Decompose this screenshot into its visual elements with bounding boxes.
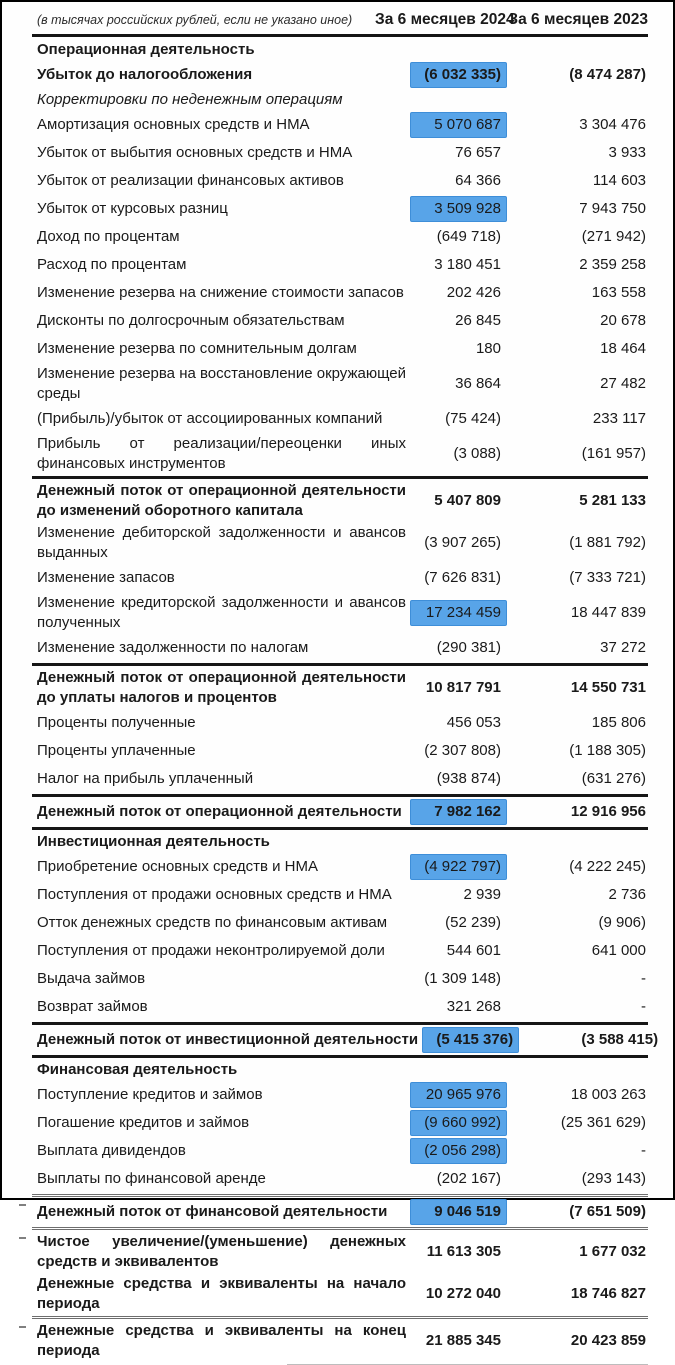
- value-2023: [507, 112, 648, 138]
- value-2024: [410, 1082, 507, 1108]
- header-divider: [32, 34, 648, 37]
- row-label: Изменение задолженности по налогам: [37, 639, 309, 656]
- value-2023-number: [507, 839, 648, 845]
- value-2024: [410, 140, 507, 166]
- value-2024-number: 2 939: [463, 886, 501, 903]
- value-2023: [507, 1067, 648, 1073]
- table-row: [2, 195, 673, 223]
- value-2024: [410, 224, 507, 250]
- value-2024: [410, 1328, 507, 1354]
- section-divider: [32, 1194, 648, 1197]
- table-row: [2, 61, 673, 89]
- row-label: Операционная деятельность: [37, 41, 255, 58]
- value-2023-number: (7 333 721): [569, 569, 646, 586]
- value-2024: [410, 112, 507, 138]
- table-row: [2, 363, 673, 405]
- table-row: [2, 798, 673, 826]
- table-row: [2, 709, 673, 737]
- row-label: Выдача займов: [37, 970, 146, 987]
- value-2024: [410, 406, 507, 432]
- value-2023-number: [507, 1067, 648, 1073]
- table-row: [2, 223, 673, 251]
- value-2023: [507, 530, 648, 556]
- value-2023: [507, 1082, 648, 1108]
- value-2024: [410, 488, 507, 514]
- section-divider: [32, 1316, 648, 1319]
- value-2023-number: 14 550 731: [570, 679, 646, 696]
- table-row: [2, 881, 673, 909]
- value-2024-number: 321 268: [446, 998, 501, 1015]
- value-2023: [507, 62, 648, 88]
- section-divider: [32, 1227, 648, 1230]
- value-2023-number: 27 482: [600, 375, 646, 392]
- value-2023: [507, 600, 648, 626]
- value-2024: [410, 854, 507, 880]
- table-row: [2, 831, 673, 853]
- value-2023: [507, 280, 648, 306]
- value-2024: [410, 738, 507, 764]
- value-2023-number: -: [641, 998, 646, 1015]
- table-row: [2, 937, 673, 965]
- section-divider: [32, 663, 648, 666]
- value-2023-number: (271 942): [581, 228, 646, 245]
- value-2024: [410, 910, 507, 936]
- value-2023-number: 163 558: [591, 284, 646, 301]
- value-2024-number: (1 309 148): [424, 970, 501, 987]
- value-2023-number: -: [641, 1142, 646, 1159]
- value-2023: [507, 1328, 648, 1354]
- row-label: Чистое увеличение/(уменьшение) денежных средств и эквивалентов: [37, 1233, 406, 1270]
- value-2023-number: (161 957): [581, 445, 646, 462]
- value-2024: [410, 62, 507, 88]
- table-row: [2, 1059, 673, 1081]
- value-2024-number: 11 613 305: [426, 1243, 501, 1260]
- value-2024: [410, 799, 507, 825]
- edit-tick-mark: [19, 1237, 26, 1239]
- value-2024: [410, 938, 507, 964]
- row-label: Изменение дебиторской задолженности и авансов выданных: [37, 524, 406, 561]
- value-2024: [410, 530, 507, 556]
- row-label: Убыток до налогообложения: [37, 66, 253, 83]
- value-2023: [507, 994, 648, 1020]
- value-2023-number: (1 188 305): [569, 742, 646, 759]
- value-2023-number: 18 464: [600, 340, 646, 357]
- value-2024: [410, 839, 507, 845]
- table-row: [2, 1137, 673, 1165]
- value-2023-number: 3 933: [608, 144, 646, 161]
- value-2023-number: 1 677 032: [579, 1243, 646, 1260]
- row-label: Денежный поток от инвестиционной деятельности: [37, 1031, 419, 1048]
- row-label: Денежные средства и эквиваленты на конец периода: [37, 1322, 406, 1359]
- edit-tick-mark: [19, 1326, 26, 1328]
- value-2024-number: (290 381): [436, 639, 501, 656]
- value-2023: [507, 140, 648, 166]
- value-2024-number: [410, 47, 507, 53]
- table-row: [2, 405, 673, 433]
- value-2023: [507, 839, 648, 845]
- table-row: [2, 307, 673, 335]
- value-2023-number: 5 281 133: [579, 492, 646, 509]
- value-2024-number: 202 426: [446, 284, 501, 301]
- table-row: [2, 1320, 673, 1362]
- value-2023-number: (9 906): [598, 914, 646, 931]
- value-2023: [507, 966, 648, 992]
- row-label: Изменение резерва на снижение стоимости запасов: [37, 284, 404, 301]
- value-2024: [410, 994, 507, 1020]
- value-2024-number: 36 864: [455, 375, 501, 392]
- row-label: (Прибыль)/убыток от ассоциированных компаний: [37, 410, 383, 427]
- value-2023-number: [507, 47, 648, 53]
- value-2023-number: [507, 97, 648, 103]
- value-2024: [410, 675, 507, 701]
- value-2023-number: 114 603: [592, 172, 646, 189]
- table-row: [2, 167, 673, 195]
- value-2024-number: 3 509 928: [410, 196, 507, 222]
- value-2024-number: (202 167): [436, 1170, 501, 1187]
- table-row: [2, 853, 673, 881]
- value-2023-number: 2 359 258: [579, 256, 646, 273]
- value-2024: [410, 1199, 507, 1225]
- value-2023-number: 37 272: [600, 639, 646, 656]
- value-2023-number: 12 916 956: [570, 803, 646, 820]
- value-2024-number: (7 626 831): [424, 569, 501, 586]
- row-label: Изменение резерва по сомнительным долгам: [37, 340, 357, 357]
- value-2024-number: 3 180 451: [434, 256, 501, 273]
- value-2024-number: (5 415 376): [422, 1027, 519, 1053]
- value-2023-number: (8 474 287): [569, 66, 646, 83]
- value-2024-number: 544 601: [446, 942, 501, 959]
- value-2023: [507, 766, 648, 792]
- row-label: Денежный поток от операционной деятельности до уплаты налогов и процентов: [37, 669, 406, 706]
- value-2023-number: 641 000: [591, 942, 646, 959]
- value-2024: [410, 308, 507, 334]
- value-2024-number: [410, 1067, 507, 1073]
- table-row: [2, 765, 673, 793]
- value-2024: [410, 565, 507, 591]
- table-row: [2, 909, 673, 937]
- table-row: [2, 993, 673, 1021]
- value-2024: [410, 441, 507, 467]
- value-2024-number: 9 046 519: [410, 1199, 507, 1225]
- table-row: [2, 1273, 673, 1315]
- value-2024: [410, 371, 507, 397]
- value-2024-number: 20 965 976: [410, 1082, 507, 1108]
- row-label: Амортизация основных средств и НМА: [37, 116, 310, 133]
- value-2023-number: 3 304 476: [579, 116, 646, 133]
- value-2024: [410, 1166, 507, 1192]
- value-2024-number: 17 234 459: [410, 600, 507, 626]
- value-2023-number: (4 222 245): [569, 858, 646, 875]
- row-label: Приобретение основных средств и НМА: [37, 858, 319, 875]
- row-label: Расход по процентам: [37, 256, 187, 273]
- row-label: Денежный поток от операционной деятельности до изменений оборотного капитала: [37, 482, 406, 519]
- value-2024-number: (9 660 992): [410, 1110, 507, 1136]
- value-2024-number: (4 922 797): [410, 854, 507, 880]
- row-label: Изменение кредиторской задолженности и авансов полученных: [37, 594, 406, 631]
- row-label: Выплаты по финансовой аренде: [37, 1170, 266, 1187]
- value-2023-number: (631 276): [581, 770, 646, 787]
- table-row: [2, 279, 673, 307]
- row-label: Выплата дивидендов: [37, 1142, 186, 1159]
- table-row: [2, 634, 673, 662]
- table-row: [2, 522, 673, 564]
- value-2023-number: (1 881 792): [569, 534, 646, 551]
- value-2024-number: (6 032 335): [410, 62, 507, 88]
- value-2023: [507, 635, 648, 661]
- table-row: [2, 1231, 673, 1273]
- table-header: [2, 9, 673, 34]
- value-2023-number: 18 746 827: [570, 1285, 646, 1302]
- value-2024-number: 5 407 809: [434, 492, 501, 509]
- value-2024-number: (938 874): [436, 770, 501, 787]
- row-label: Поступления от продажи неконтролируемой доли: [37, 942, 385, 959]
- value-2024: [410, 1281, 507, 1307]
- value-2024: [410, 280, 507, 306]
- value-2023: [507, 675, 648, 701]
- value-2024-number: (3 088): [453, 445, 501, 462]
- value-2024-number: 5 070 687: [410, 112, 507, 138]
- value-2024: [410, 710, 507, 736]
- value-2023-number: 18 003 263: [570, 1086, 646, 1103]
- section-divider: [32, 476, 648, 479]
- value-2024: [410, 196, 507, 222]
- value-2023: [507, 47, 648, 53]
- value-2023: [507, 738, 648, 764]
- value-2023: [519, 1027, 660, 1053]
- row-label: Денежный поток от финансовой деятельности: [37, 1203, 388, 1220]
- value-2024-number: [410, 839, 507, 845]
- value-2023: [507, 406, 648, 432]
- value-2024: [410, 1239, 507, 1265]
- section-divider: [32, 1022, 648, 1025]
- value-2024-number: 10 817 791: [425, 679, 501, 696]
- table-row: [2, 564, 673, 592]
- value-2023: [507, 224, 648, 250]
- value-2023: [507, 854, 648, 880]
- value-2024-number: (52 239): [445, 914, 501, 931]
- table-row: [2, 89, 673, 111]
- value-2024: [410, 168, 507, 194]
- value-2024: [410, 336, 507, 362]
- table-row: [2, 1026, 673, 1054]
- value-2023: [507, 97, 648, 103]
- row-label: Проценты полученные: [37, 714, 196, 731]
- value-2024-number: 10 272 040: [425, 1285, 501, 1302]
- value-2024-number: 26 845: [455, 312, 501, 329]
- row-label: Дисконты по долгосрочным обязательствам: [37, 312, 345, 329]
- row-label: Налог на прибыль уплаченный: [37, 770, 254, 787]
- value-2024: [422, 1027, 519, 1053]
- value-2024: [410, 1067, 507, 1073]
- value-2023: [507, 1138, 648, 1164]
- column-header-2023: За 6 месяцев 2023: [508, 11, 648, 28]
- value-2024-number: 456 053: [446, 714, 501, 731]
- table-row: [2, 139, 673, 167]
- value-2024-number: (3 907 265): [424, 534, 501, 551]
- value-2024-number: 7 982 162: [410, 799, 507, 825]
- value-2023: [507, 910, 648, 936]
- section-divider: [32, 827, 648, 830]
- value-2023: [507, 168, 648, 194]
- row-label: Финансовая деятельность: [37, 1061, 238, 1078]
- statement-table: [2, 39, 673, 1362]
- value-2023: [507, 565, 648, 591]
- value-2024: [410, 97, 507, 103]
- row-label: Убыток от курсовых разниц: [37, 200, 228, 217]
- table-row: [2, 1109, 673, 1137]
- value-2023: [507, 710, 648, 736]
- value-2023-number: 233 117: [592, 410, 646, 427]
- value-2024: [410, 252, 507, 278]
- edit-tick-mark: [19, 1204, 26, 1206]
- row-label: Отток денежных средств по финансовым активам: [37, 914, 388, 931]
- value-2023-number: 20 423 859: [570, 1332, 646, 1349]
- value-2023: [507, 938, 648, 964]
- table-row: [2, 433, 673, 475]
- value-2023: [507, 336, 648, 362]
- value-2024-number: (2 307 808): [424, 742, 501, 759]
- units-note: (в тысячах российских рублей, если не указано иное): [37, 13, 353, 27]
- row-label: Изменение резерва на восстановление окружающей среды: [37, 365, 406, 402]
- value-2023-number: 7 943 750: [579, 200, 646, 217]
- value-2024-number: 180: [475, 340, 501, 357]
- row-label: Прибыль от реализации/переоценки иных финансовых инструментов: [37, 435, 406, 472]
- value-2024: [410, 600, 507, 626]
- row-label: Доход по процентам: [37, 228, 180, 245]
- row-label: Денежные средства и эквиваленты на начало периода: [37, 1275, 406, 1312]
- table-row: [2, 39, 673, 61]
- value-2023: [507, 1110, 648, 1136]
- value-2024: [410, 766, 507, 792]
- value-2023: [507, 252, 648, 278]
- value-2023: [507, 1239, 648, 1265]
- value-2023: [507, 488, 648, 514]
- table-row: [2, 592, 673, 634]
- column-header-2024: За 6 месяцев 2024: [375, 11, 515, 28]
- value-2024: [410, 966, 507, 992]
- row-label: Корректировки по неденежным операциям: [37, 91, 343, 108]
- value-2023: [507, 1199, 648, 1225]
- value-2023: [507, 371, 648, 397]
- value-2023-number: (293 143): [581, 1170, 646, 1187]
- value-2024-number: 21 885 345: [425, 1332, 501, 1349]
- value-2023: [507, 882, 648, 908]
- table-row: [2, 965, 673, 993]
- value-2023-number: (25 361 629): [560, 1114, 646, 1131]
- value-2023-number: -: [641, 970, 646, 987]
- value-2024: [410, 882, 507, 908]
- row-label: Погашение кредитов и займов: [37, 1114, 250, 1131]
- table-row: [2, 335, 673, 363]
- value-2024: [410, 1110, 507, 1136]
- row-label: Проценты уплаченные: [37, 742, 196, 759]
- table-row: [2, 480, 673, 522]
- value-2023-number: (3 588 415): [581, 1031, 659, 1048]
- value-2024: [410, 47, 507, 53]
- value-2024-number: 64 366: [455, 172, 501, 189]
- value-2023: [507, 1281, 648, 1307]
- section-divider: [32, 1055, 648, 1058]
- section-divider: [32, 794, 648, 797]
- value-2023: [507, 196, 648, 222]
- row-label: Убыток от реализации финансовых активов: [37, 172, 344, 189]
- value-2023: [507, 441, 648, 467]
- value-2024-number: 76 657: [455, 144, 501, 161]
- table-row: [2, 1198, 673, 1226]
- row-label: Возврат займов: [37, 998, 148, 1015]
- row-label: Убыток от выбытия основных средств и НМА: [37, 144, 353, 161]
- value-2024-number: (75 424): [445, 410, 501, 427]
- value-2024-number: [410, 97, 507, 103]
- value-2023: [507, 799, 648, 825]
- value-2024-number: (649 718): [436, 228, 501, 245]
- row-label: Изменение запасов: [37, 569, 175, 586]
- table-row: [2, 667, 673, 709]
- table-row: [2, 1165, 673, 1193]
- value-2024-number: (2 056 298): [410, 1138, 507, 1164]
- table-row: [2, 251, 673, 279]
- value-2023-number: 18 447 839: [570, 604, 646, 621]
- row-label: Инвестиционная деятельность: [37, 833, 270, 850]
- table-row: [2, 111, 673, 139]
- value-2023-number: 185 806: [591, 714, 646, 731]
- value-2023-number: 20 678: [600, 312, 646, 329]
- value-2023: [507, 308, 648, 334]
- value-2024: [410, 1138, 507, 1164]
- value-2023-number: 2 736: [608, 886, 646, 903]
- row-label: Поступления от продажи основных средств и НМА: [37, 886, 392, 903]
- value-2023-number: (7 651 509): [569, 1203, 646, 1220]
- table-row: [2, 1081, 673, 1109]
- value-2024: [410, 635, 507, 661]
- table-row: [2, 737, 673, 765]
- row-label: Денежный поток от операционной деятельности: [37, 803, 402, 820]
- value-2023: [507, 1166, 648, 1192]
- row-label: Поступление кредитов и займов: [37, 1086, 263, 1103]
